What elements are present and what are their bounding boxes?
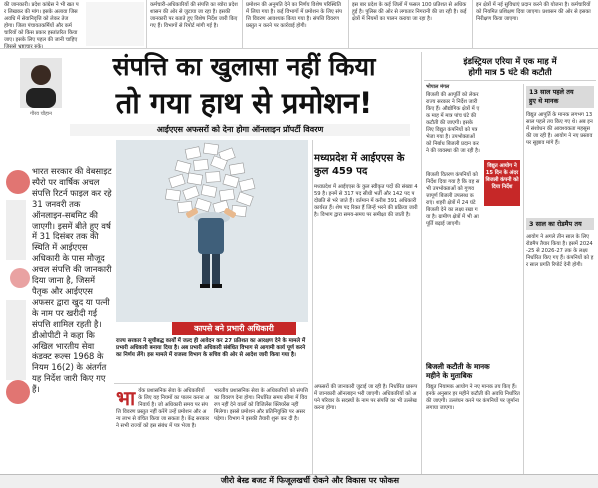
right-section-heading — [426, 362, 520, 380]
top-strip-col-2: कर्मचारी-अधिकारियों की संपत्ति का ब्योरा प्रदेश शासन की ओर से जुटाया जा रहा है। इसकी जानकारी पर बताते हुए विशेष निर्देश जारी किए गए हैं। विभागों से रिपोर्ट मांगी गई है। — [150, 2, 238, 29]
mp-title-line-2: कुल 459 पद — [314, 166, 368, 177]
right-col-d: विद्युत आपूर्ति के मानक लगभग 13 साल पहले तय किए गए थे। अब इनमें संशोधन की आवश्यकता महसूस की जा रही है। आयोग ने नए प्रस्ताव पर सुझाव मांगे हैं। — [526, 112, 593, 146]
top-strip-col-4: इस बार प्रदेश के कई जिलों में फसल 100 प्रतिशत से अधिक हुई है। पुलिस की ओर से लगातार निगरानी की जा रही है। कई क्षेत्रों में नियमों का पालन कराया जा रहा है। — [352, 2, 467, 22]
right-col-a: बिजली की आपूर्ति को लेकर राज्य सरकार ने निर्देश जारी किए हैं। औद्योगिक क्षेत्रों में एक माह में मात्र पांच घंटे की कटौती की जाएगी। इसके लिए विद्युत कंपनियों को पत्र भेजा गया है। उपभोक्ताओं को निर्बाध बिजली प्रदान करने की व्यवस्था की जा रही है। — [426, 92, 480, 154]
right-col-b: बिजली वितरण कंपनियों को निर्देश दिया गया है कि वह सभी उपभोक्ताओं को गुणवत्तापूर्ण बिजली उपलब्ध कराएं। शहरी क्षेत्रों में 24 घंटे बिजली देने का लक्ष्य रखा गया है। ग्रामीण क्षेत्रों में भी आपूर्ति बढ़ाई जाएगी। — [426, 172, 480, 227]
right-col-e: आयोग ने अगले तीन साल के लिए रोडमैप तैयार किया है। इसमें 2024-25 से 2026-27 तक के लक्ष्य निर्धारित किए गए हैं। कंपनियों को हर साल प्रगति रिपोर्ट देनी होगी। — [526, 234, 594, 268]
bottom-col: अफसरों की जानकारी जुटाई जा रही है। निर्धारित प्रारूप में जानकारी ऑनलाइन भरी जाएगी। अधिकारियों को अपने परिवार के सदस्यों के नाम पर संपत्ति का भी उल्लेख करना होगा। — [314, 384, 418, 411]
mp-title — [314, 152, 418, 178]
top-strip-photo — [86, 2, 144, 46]
columnist-photo — [20, 58, 62, 108]
right-sub1-line-1: 13 साल पहले तय — [529, 88, 574, 96]
sidebar-text: भारत सरकार की वेबसाइट स्पैरो पर वार्षिक अचल संपत्ति रिटर्न फाइल कर रहे 31 जनवरी तक ऑनलाइन-सबमिट की जाएगी। इसमें बीते हुए वर्ष में 31 दिसंबर तक की स्थिति में आईएएस अधिकारी के पास मौजूद अचल संपत्ति की जानकारी दिया जाना है, जिसमें पैतृक और आईएएस अफसर द्वारा खुद या पत्नी के नाम पर खरीदी गई संपत्ति शामिल रहती है। डीओपीटी ने कहा कि अखिल भारतीय सेवा कंडक्ट रूल्स 1968 के नियम 16(2) के अंतर्गत यह निर्देश जारी किए गए हैं। — [32, 166, 112, 395]
illustration — [116, 140, 308, 322]
right-sub1 — [529, 88, 593, 106]
body-col-1: भार्यक प्रशासनिक सेवा के अधिकारियों के लिए यह नियमों का पालन करना अनिवार्य है। जो अधिकारी समय पर संपत्ति विवरण प्रस्तुत नहीं करेंगे उन्हें प्रमोशन और अन्य लाभ से वंचित किया जा सकता है। केंद्र सरकार ने सभी राज्यों को इस संबंध में पत्र भेजा है। — [116, 386, 210, 429]
mp-body: मध्यप्रदेश में आईएएस के कुल स्वीकृत पदों की संख्या 459 है। इनमें से 317 पद सीधी भर्ती और 142 पद पदोन्नति से भरे जाते हैं। वर्तमान में करीब 391 अधिकारी कार्यरत हैं। शेष पद रिक्त हैं जिन्हें भरने की प्रक्रिया जारी है। विभाग द्वारा समय-समय पर समीक्षा की जाती है। — [314, 184, 418, 218]
right-col-b2 — [484, 92, 520, 156]
mp-title-line-1: मध्यप्रदेश में आईएएस के — [314, 153, 405, 164]
top-strip-col-3: प्रमोशन की अनुमति देने का निर्णय विशेष परिस्थिति में लिया गया है। कई विभागों में प्रमोशन के लिए संपत्ति विवरण आवश्यक किया गया है। संपत्ति विवरण प्रस्तुत न करने पर कार्रवाई होगी। — [246, 2, 342, 29]
right-section-heading-line-2: महीने के मुताबिक — [426, 371, 473, 380]
right-sub1-line-2: हुए थे मानक — [529, 97, 559, 105]
right-sub2: 3 साल का रोडमैप तय — [529, 220, 582, 228]
caption-text: राज्य सरकार ने सूचीबद्ध कार्यों में जल्द ही आवेदन कर 27 प्रतिशत का आरक्षण देने के मामले में प्रभारी अधिकारी बनाया दिया है। अब प्रभारी अधिकारी संबंधित विभाग से आगामी कार्य पूर्ण करने का निर्णय लेंगे। इस मामले में राजस्व विभाग के सचिव की ओर से आदेश जारी किया गया है। — [116, 338, 306, 359]
right-col-c: विद्युत नियामक आयोग ने नए मानक तय किए हैं। इनके अनुसार हर महीने कटौती की अवधि निर्धारित की जाएगी। उल्लंघन करने पर कंपनियों पर जुर्माना लगाया जाएगा। — [426, 384, 520, 411]
dropcap: भा — [116, 386, 136, 410]
right-headline-line-2: होगी मात्र 5 घंटे की कटौती — [468, 67, 552, 77]
top-strip-col-1: की जानकारी। प्रदेश कांग्रेस ने भी खत पर लिखकर की मांग। इसके अलावा जिस अवधि में सेवानिवृत्ति को लेकर तेज होगा। जिला पंचायतकर्मियों और कर्मचारियों को किस प्रकार हस्तांतरित किया जाए। इसके लिए पहल की जानी चाहिए जिससे भ्रष्टाचार रुके। — [4, 2, 79, 50]
right-section-heading-line-1: बिजली कटौती के मानक — [426, 362, 490, 371]
right-headline-line-1: इंडस्ट्रियल एरिया में एक माह में — [463, 56, 557, 66]
sidebar-decoration — [2, 160, 30, 480]
main-headline-line-2: तो गया हाथ से प्रमोशन! — [115, 86, 373, 120]
top-strip-col-5: इन क्षेत्रों में नई सुविधाएं प्रदान करने की योजना है। कर्मचारियों को नियमित प्रशिक्षण दिया जाएगा। प्रशासन की ओर से इसका निरीक्षण किया जाएगा। — [476, 2, 591, 22]
main-subhead: आईएएस अफसरों को देना होगा ऑनलाइन प्रॉपर्टी विवरण — [156, 125, 324, 134]
right-red-box-text: विद्युत आयोग ने 15 दिन के अंदर बिजली कंपनी को दिया निर्देश — [485, 163, 519, 190]
body-col-2: भारतीय प्रशासनिक सेवा के अधिकारियों को संपत्ति का विवरण देना होगा। निर्धारित समय सीमा में विवरण नहीं देने वालों को विजिलेंस क्लियरेंस नहीं मिलेगा। इससे प्रमोशन और प्रतिनियुक्ति पर असर पड़ेगा। विभाग ने इसकी तैयारी शुरू कर दी है। — [214, 388, 308, 422]
main-headline-line-1: संपत्ति का खुलासा नहीं किया — [112, 52, 376, 81]
bottom-banner: जीरो बेस्ड बजट में फिजूलखर्ची रोकने और विकास पर फोकस — [220, 476, 400, 485]
columnist-caption: गौरव चौहान — [30, 111, 52, 117]
right-byline: भोपाल मंगल — [426, 84, 450, 90]
file-pile-illustration — [116, 140, 308, 322]
illus-caption: कापसे बने प्रभारी अधिकारी — [194, 324, 274, 333]
person-icon — [20, 58, 62, 108]
